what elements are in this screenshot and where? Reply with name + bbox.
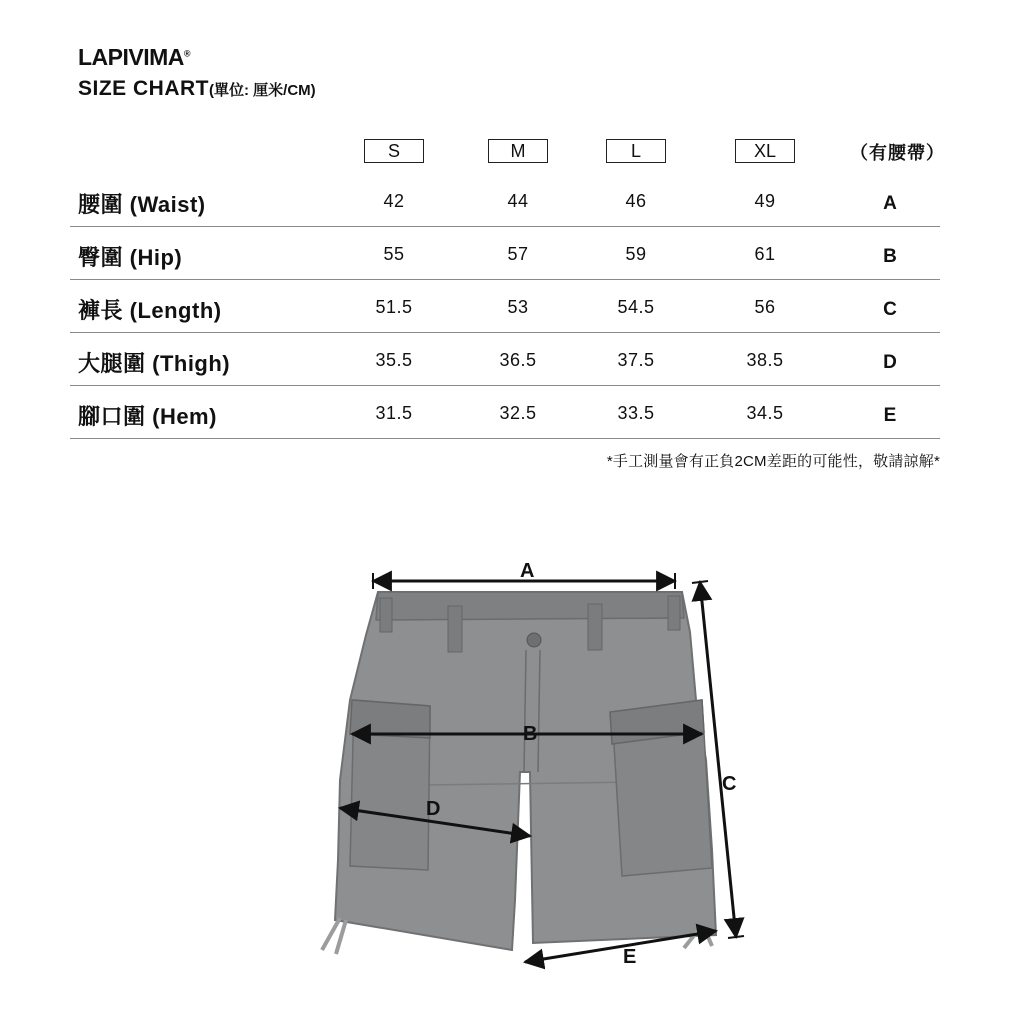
value-l: 33.5 — [617, 403, 655, 423]
row-code: C — [883, 299, 897, 320]
value-m: 36.5 — [499, 350, 537, 370]
value-s: 31.5 — [375, 403, 413, 423]
size-header-m: M — [488, 139, 548, 163]
row-label: 臀圍 (Hip) — [78, 245, 183, 270]
value-xl: 61 — [754, 244, 776, 264]
brand-name: LAPIVIMA — [78, 44, 184, 70]
size-header-s: S — [364, 139, 424, 163]
registered-mark: ® — [183, 48, 191, 59]
value-m: 53 — [507, 297, 529, 317]
waist-button — [527, 633, 541, 647]
row-label: 腰圍 (Waist) — [78, 192, 206, 217]
value-l: 46 — [625, 191, 647, 211]
value-l: 59 — [625, 244, 647, 264]
row-label: 大腿圍 (Thigh) — [78, 351, 231, 376]
row-code: B — [883, 246, 897, 267]
size-header-xl: XL — [735, 139, 795, 163]
value-m: 32.5 — [499, 403, 537, 423]
shorts-illustration — [322, 592, 716, 954]
value-s: 51.5 — [375, 297, 413, 317]
value-s: 55 — [383, 244, 405, 264]
dimension-tick-c-top — [692, 581, 708, 583]
value-l: 54.5 — [617, 297, 655, 317]
value-l: 37.5 — [617, 350, 655, 370]
title-main: SIZE CHART — [78, 77, 209, 100]
row-label: 褲長 (Length) — [78, 298, 222, 323]
row-code: E — [883, 405, 897, 426]
dimension-label-b: B — [523, 723, 538, 745]
belt-loop-far-right — [668, 596, 680, 630]
row-code: D — [883, 352, 897, 373]
row-label: 腳口圍 (Hem) — [78, 404, 217, 429]
dimension-tick-c-bottom — [728, 936, 744, 938]
value-s: 35.5 — [375, 350, 413, 370]
belt-loop-right — [588, 604, 602, 650]
hem-drawstring-left — [322, 918, 346, 954]
value-xl: 49 — [754, 191, 776, 211]
row-code: A — [883, 193, 897, 214]
value-xl: 34.5 — [746, 403, 784, 423]
dimension-label-d: D — [426, 798, 441, 820]
title-unit: (單位: 厘米/CM) — [209, 82, 316, 99]
value-xl: 38.5 — [746, 350, 784, 370]
belt-note: （有腰帶） — [850, 143, 945, 163]
dimension-label-c: C — [722, 773, 737, 795]
value-xl: 56 — [754, 297, 776, 317]
value-m: 44 — [507, 191, 529, 211]
value-m: 57 — [507, 244, 529, 264]
dimension-label-a: A — [520, 560, 535, 582]
dimension-label-e: E — [623, 946, 637, 968]
size-header-l: L — [606, 139, 666, 163]
waistband — [376, 592, 684, 620]
cargo-flap-left — [350, 700, 430, 738]
value-s: 42 — [383, 191, 405, 211]
measurement-note: *手工測量會有正負2CM差距的可能性，敬請諒解* — [606, 453, 940, 470]
belt-loop-left — [448, 606, 462, 652]
belt-loop-far-left — [380, 598, 392, 632]
